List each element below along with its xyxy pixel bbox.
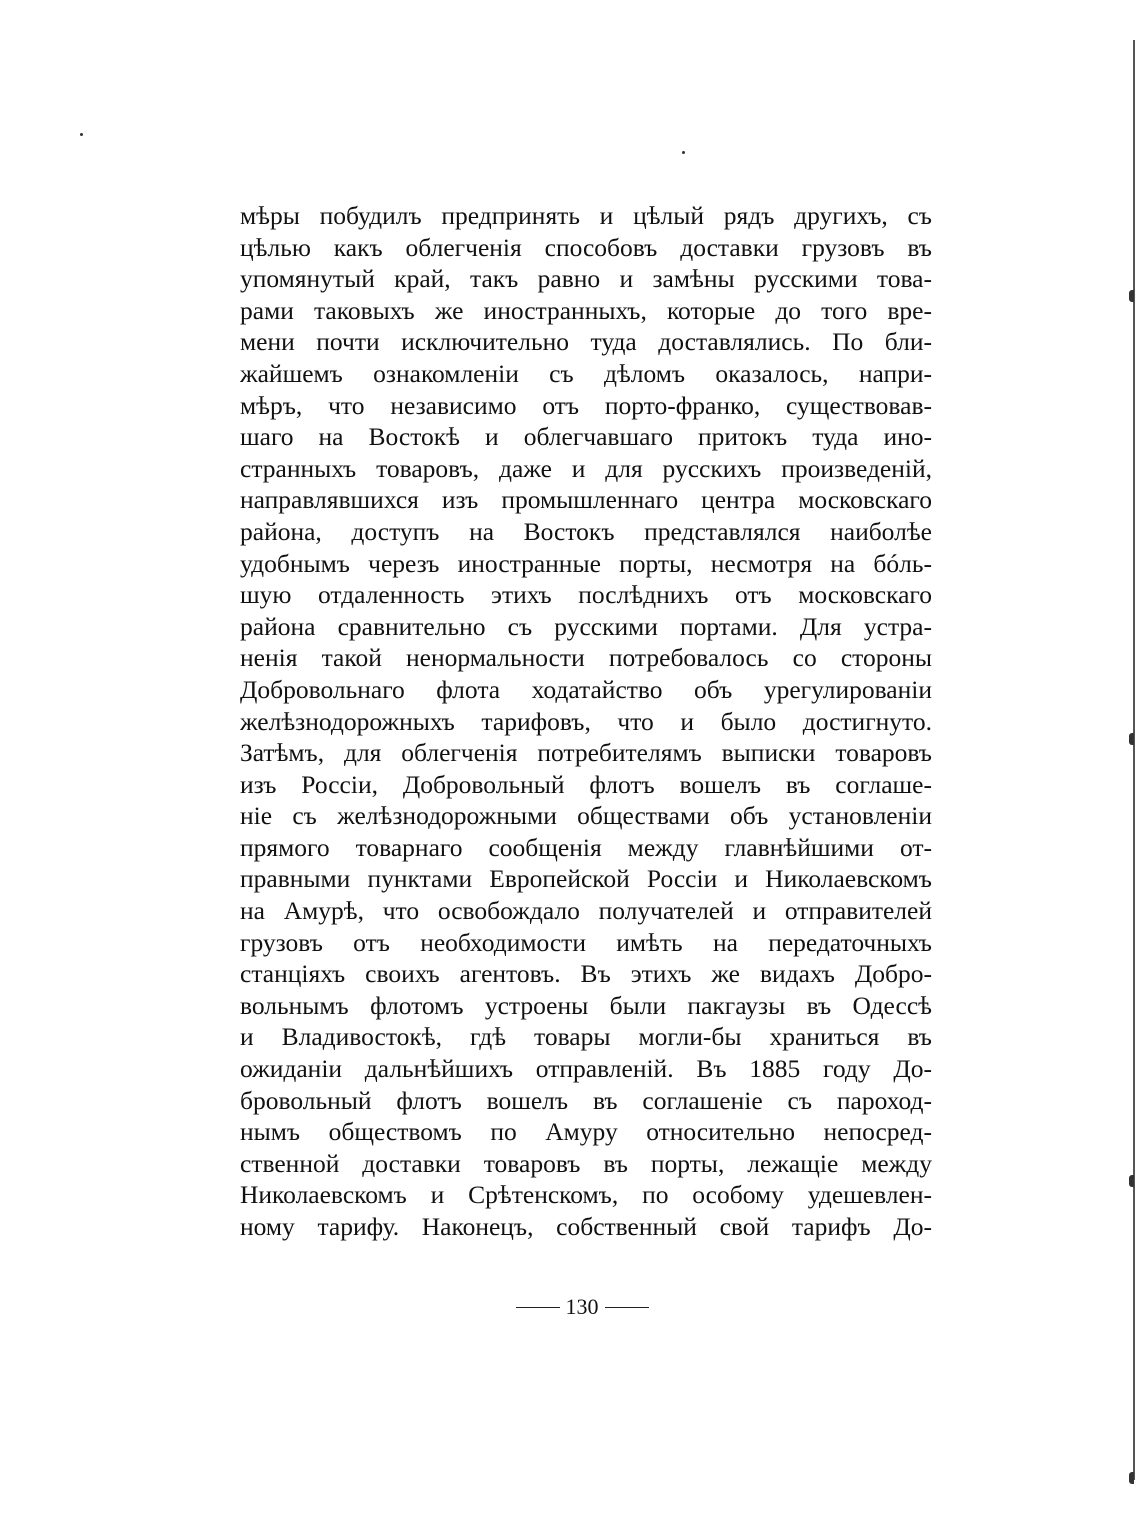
page-edge bbox=[1133, 40, 1135, 1480]
text-line: направлявшихся изъ промышленнаго центра московскаго bbox=[240, 485, 932, 515]
edge-mark bbox=[1129, 1472, 1134, 1484]
text-line: грузовъ отъ необходимости имѣть на передаточныхъ bbox=[240, 927, 932, 957]
page-number: 130 bbox=[565, 1294, 599, 1319]
text-line: жайшемъ ознакомленіи съ дѣломъ оказалось, напри- bbox=[240, 358, 932, 388]
text-line: странныхъ товаровъ, даже и для русскихъ произведеній, bbox=[240, 453, 932, 483]
edge-mark bbox=[1129, 1175, 1134, 1187]
text-line: правными пунктами Европейской Россіи и Николаевскомъ bbox=[240, 864, 932, 894]
text-line: района сравнительно съ русскими портами. Для устра- bbox=[240, 611, 932, 641]
text-line: района, доступъ на Востокъ представлялся наиболѣе bbox=[240, 516, 932, 546]
text-line: вольнымъ флотомъ устроены были пакгаузы въ Одессѣ bbox=[240, 990, 932, 1020]
text-line: упомянутый край, такъ равно и замѣны русскими това- bbox=[240, 264, 932, 294]
text-line: бровольный флотъ вошелъ въ соглашеніе съ пароход- bbox=[240, 1085, 932, 1115]
text-line: мѣры побудилъ предпринять и цѣлый рядъ другихъ, съ bbox=[240, 201, 932, 230]
paper-speck bbox=[80, 133, 83, 136]
text-line: желѣзнодорожныхъ тарифовъ, что и было достигнуто. bbox=[240, 706, 932, 736]
text-line: цѣлью какъ облегченія способовъ доставки грузовъ въ bbox=[240, 232, 932, 262]
text-line: Николаевскомъ и Срѣтенскомъ, по особому удешевлен- bbox=[240, 1180, 932, 1210]
text-line: и Владивостокѣ, гдѣ товары могли-бы храниться въ bbox=[240, 1022, 932, 1052]
text-line: ніе съ желѣзнодорожными обществами объ установленіи bbox=[240, 801, 932, 831]
edge-mark bbox=[1129, 290, 1134, 302]
text-line: ственной доставки товаровъ въ порты, лежащіе между bbox=[240, 1148, 932, 1178]
text-line: прямого товарнаго сообщенія между главнѣйшими от- bbox=[240, 832, 932, 862]
text-line: рами таковыхъ же иностранныхъ, которые до того вре- bbox=[240, 295, 932, 325]
text-line: мени почти исключительно туда доставлялись. По бли- bbox=[240, 327, 932, 357]
text-line: ному тарифу. Наконецъ, собственный свой тарифъ До- bbox=[240, 1212, 932, 1241]
edge-mark bbox=[1129, 733, 1134, 745]
text-line: изъ Россіи, Добровольный флотъ вошелъ въ соглаше- bbox=[240, 769, 932, 799]
text-line: мѣръ, что независимо отъ порто-франко, существовав- bbox=[240, 390, 932, 420]
folio-rule-left bbox=[516, 1307, 560, 1308]
text-line: ожиданіи дальнѣйшихъ отправленій. Въ 1885 году До- bbox=[240, 1054, 932, 1084]
text-line: шаго на Востокѣ и облегчавшаго притокъ туда ино- bbox=[240, 422, 932, 452]
body-text bbox=[240, 200, 932, 1243]
text-line: на Амурѣ, что освобождало получателей и отправителей bbox=[240, 896, 932, 926]
text-line: ненія такой ненормальности потребовалось со стороны bbox=[240, 643, 932, 673]
paper-speck bbox=[682, 151, 685, 154]
text-line: удобнымъ черезъ иностранные порты, несмотря на бóль- bbox=[240, 548, 932, 578]
page-number-footer bbox=[510, 1296, 654, 1318]
text-line: Затѣмъ, для облегченія потребителямъ выписки товаровъ bbox=[240, 738, 932, 768]
text-line: нымъ обществомъ по Амуру относительно непосред- bbox=[240, 1117, 932, 1147]
text-line: шую отдаленность этихъ послѣднихъ отъ московскаго bbox=[240, 580, 932, 610]
text-line: станціяхъ своихъ агентовъ. Въ этихъ же видахъ Добро- bbox=[240, 959, 932, 989]
folio-rule-right bbox=[605, 1307, 649, 1308]
text-line: Добровольнаго флота ходатайство объ урегулированіи bbox=[240, 674, 932, 704]
